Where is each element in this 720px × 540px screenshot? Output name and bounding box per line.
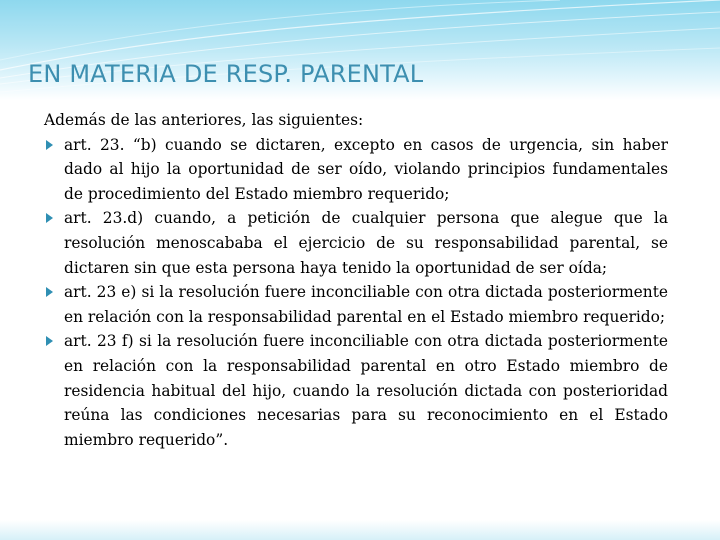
list-item-text: art. 23 f) si la resolución fuere inconciliable con otra dictada posteriormente en relación con la responsabilidad parental en otro Estado miembro de residencia habitual del hijo, cuando la resolución dictada con posterioridad reúna las condiciones necesarias para su reconocimiento en el Estado miembro requerido”. <box>64 332 668 449</box>
list-item <box>44 329 668 452</box>
list-item <box>44 133 668 207</box>
footer-band <box>0 520 720 540</box>
list-item-text: art. 23.d) cuando, a petición de cualquier persona que alegue que la resolución menoscababa el ejercicio de su responsabilidad parental, se dictaren sin que esta persona haya tenido la oportunidad de ser oída; <box>64 209 668 277</box>
slide-title: EN MATERIA DE RESP. PARENTAL <box>28 60 424 88</box>
list-item <box>44 206 668 280</box>
bullet-arrow-icon <box>46 140 53 150</box>
list-item-text: art. 23. “b) cuando se dictaren, excepto en casos de urgencia, sin haber dado al hijo la oportunidad de ser oído, violando principios fundamentales de procedimiento del Estado miembro requerido; <box>64 135 668 203</box>
list-item <box>44 280 668 329</box>
bullet-arrow-icon <box>46 213 53 223</box>
slide-body <box>44 108 668 452</box>
bullet-arrow-icon <box>46 287 53 297</box>
intro-text: Además de las anteriores, las siguientes: <box>44 111 364 129</box>
bullet-arrow-icon <box>46 336 53 346</box>
list-item-text: art. 23 e) si la resolución fuere inconciliable con otra dictada posteriormente en relación con la responsabilidad parental en el Estado miembro requerido; <box>64 283 668 326</box>
